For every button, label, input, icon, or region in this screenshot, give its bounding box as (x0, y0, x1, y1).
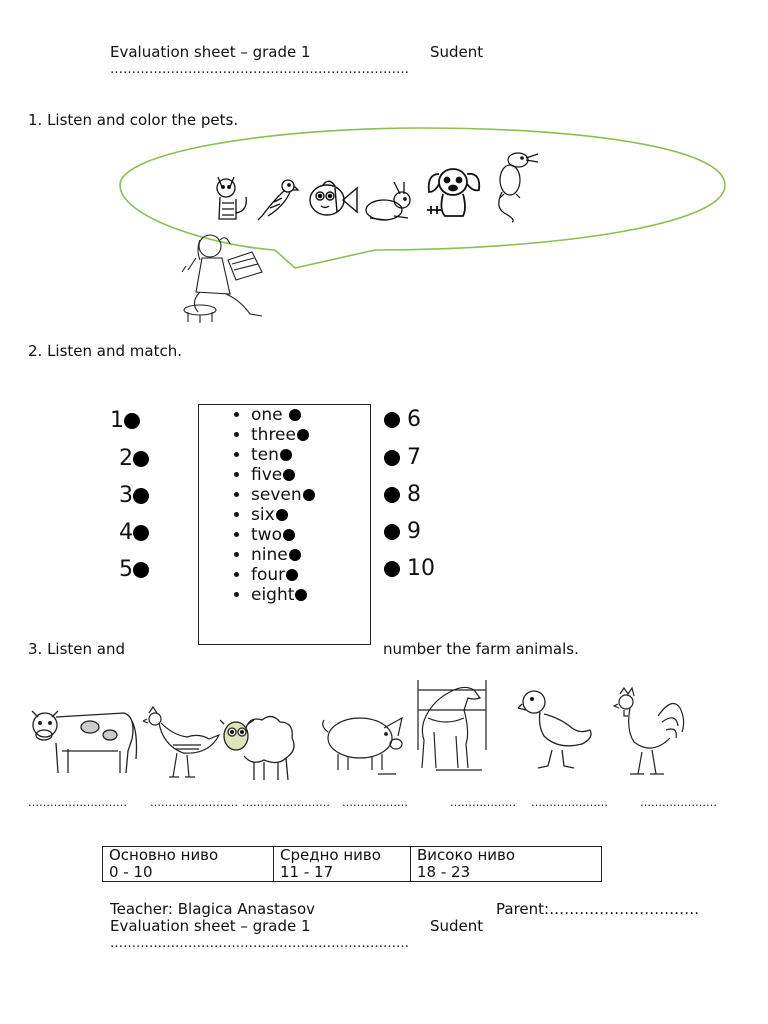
left-number-2[interactable] (119, 446, 149, 471)
word-label: one (251, 405, 283, 425)
footer-student-label: Sudent (430, 917, 484, 935)
sheet-title: Evaluation sheet – grade 1 (110, 43, 311, 61)
section3-instruction-end: number the farm animals. (383, 640, 579, 658)
word-item[interactable] (251, 565, 370, 585)
match-dot[interactable] (283, 529, 295, 541)
level-range: 0 - 10 (109, 863, 153, 881)
parent-signature-line[interactable]: Parent:………………………… (496, 900, 700, 918)
match-dot[interactable] (124, 413, 140, 429)
teacher-name: Teacher: Blagica Anastasov (110, 900, 316, 918)
horse-icon[interactable] (410, 670, 494, 780)
left-number-5[interactable] (119, 557, 149, 582)
word-item[interactable] (251, 585, 370, 605)
left-number-label: 5 (119, 557, 133, 582)
footer-student-name-line[interactable]: …………………………………………………………… (110, 936, 409, 951)
levels-table (102, 846, 602, 882)
match-dot[interactable] (276, 509, 288, 521)
word-label: six (251, 505, 275, 525)
rooster-icon[interactable] (612, 686, 688, 782)
right-number-label: 6 (407, 407, 421, 432)
mouse-icon[interactable] (488, 148, 540, 224)
right-number-label: 10 (407, 556, 435, 581)
level-range: 18 - 23 (417, 863, 471, 881)
answer-line[interactable]: …………………… (242, 796, 330, 809)
left-number-4[interactable] (119, 520, 149, 545)
level-header: Средно ниво (280, 846, 381, 864)
duck-icon[interactable] (518, 684, 598, 774)
answer-line[interactable]: ………………… (640, 796, 717, 809)
word-item[interactable] (251, 425, 370, 445)
left-number-label: 2 (119, 446, 133, 471)
right-number-8[interactable] (384, 482, 421, 507)
section2-instruction: 2. Listen and match. (28, 342, 182, 360)
answer-line[interactable]: ………………… (531, 796, 608, 809)
girl-reading-icon (170, 230, 270, 325)
match-dot[interactable] (303, 489, 315, 501)
cat-icon[interactable] (212, 173, 254, 223)
word-label: two (251, 525, 282, 545)
cow-icon[interactable] (28, 703, 140, 781)
match-dot[interactable] (384, 524, 400, 540)
puppy-icon[interactable] (423, 160, 485, 222)
sheep-icon[interactable] (220, 710, 298, 782)
level-header: Високо ниво (417, 846, 516, 864)
fish-icon[interactable] (305, 174, 359, 224)
answer-line[interactable]: ……………… (450, 796, 516, 809)
word-item[interactable] (251, 445, 370, 465)
right-number-label: 7 (407, 445, 421, 470)
word-list (199, 405, 370, 605)
word-label: ten (251, 445, 279, 465)
word-label: three (251, 425, 296, 445)
section1-instruction: 1. Listen and color the pets. (28, 111, 239, 129)
match-dot[interactable] (133, 451, 149, 467)
match-dot[interactable] (297, 429, 309, 441)
right-number-9[interactable] (384, 519, 421, 544)
answer-line[interactable]: …………………… (150, 796, 238, 809)
word-item[interactable] (251, 545, 370, 565)
match-dot[interactable] (289, 409, 301, 421)
match-dot[interactable] (133, 562, 149, 578)
word-item[interactable] (251, 405, 370, 425)
left-number-label: 4 (119, 520, 133, 545)
student-name-line[interactable]: …………………………………………………………… (110, 62, 409, 77)
word-label: five (251, 465, 283, 485)
word-item[interactable] (251, 485, 370, 505)
match-dot[interactable] (286, 569, 298, 581)
right-number-label: 9 (407, 519, 421, 544)
match-dot[interactable] (289, 549, 301, 561)
left-number-label: 3 (119, 483, 133, 508)
rabbit-icon[interactable] (360, 180, 420, 224)
word-item[interactable] (251, 525, 370, 545)
word-item[interactable] (251, 505, 370, 525)
hen-icon[interactable] (143, 705, 223, 783)
word-label: seven (251, 485, 302, 505)
match-dot[interactable] (295, 589, 307, 601)
word-item[interactable] (251, 465, 370, 485)
match-dot[interactable] (384, 412, 400, 428)
left-number-label: 1 (110, 408, 124, 433)
level-range: 11 - 17 (280, 863, 334, 881)
footer-sheet-title: Evaluation sheet – grade 1 (110, 917, 311, 935)
word-list-box (198, 404, 371, 645)
level-header: Основно ниво (109, 846, 219, 864)
pig-icon[interactable] (318, 704, 406, 780)
match-dot[interactable] (283, 469, 295, 481)
match-dot[interactable] (384, 450, 400, 466)
match-dot[interactable] (280, 449, 292, 461)
parrot-icon[interactable] (254, 176, 300, 222)
table-cell (411, 847, 602, 882)
answer-line[interactable]: ……………… (342, 796, 408, 809)
table-cell (274, 847, 411, 882)
answer-line[interactable]: ……………………… (28, 796, 127, 809)
right-number-label: 8 (407, 482, 421, 507)
left-number-3[interactable] (119, 483, 149, 508)
section3-instruction-start: 3. Listen and (28, 640, 126, 658)
student-label: Sudent (430, 43, 484, 61)
word-label: nine (251, 545, 288, 565)
match-dot[interactable] (384, 487, 400, 503)
table-row (103, 847, 602, 882)
right-number-6[interactable] (384, 407, 421, 432)
right-number-10[interactable] (384, 556, 435, 581)
match-dot[interactable] (133, 525, 149, 541)
table-cell (103, 847, 274, 882)
right-number-7[interactable] (384, 445, 421, 470)
word-label: eight (251, 585, 295, 605)
left-number-1[interactable] (110, 408, 140, 433)
match-dot[interactable] (384, 561, 400, 577)
word-label: four (251, 565, 286, 585)
match-dot[interactable] (133, 488, 149, 504)
